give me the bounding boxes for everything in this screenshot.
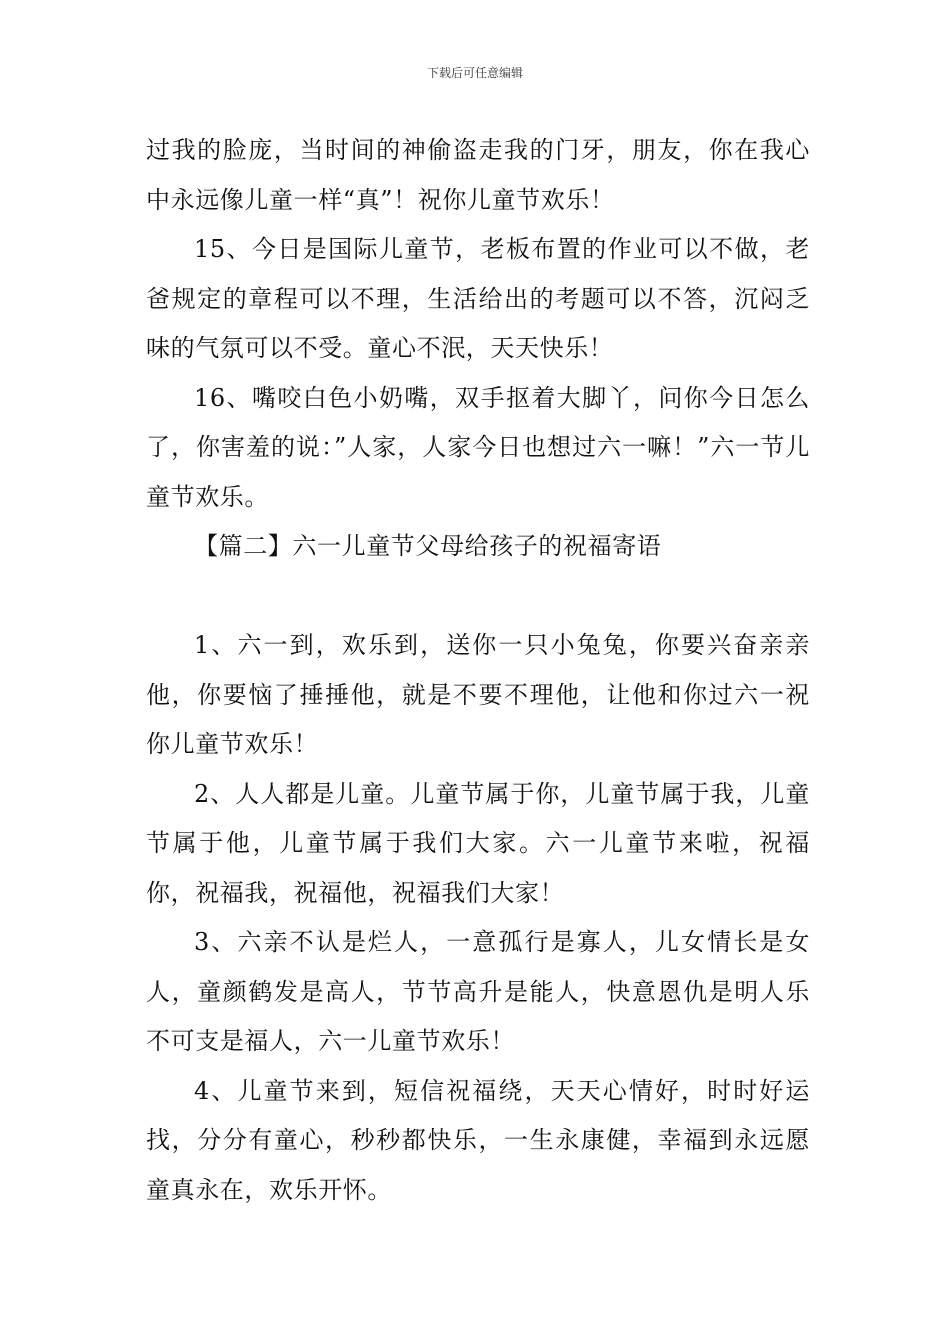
paragraph-16: 16、嘴咬白色小奶嘴，双手抠着大脚丫，问你今日怎么了，你害羞的说：”人家，人家今日也想过六一嘛！”六一节儿童节欢乐。: [146, 383, 810, 511]
section2-paragraph-1: 1、六一到，欢乐到，送你一只小兔兔，你要兴奋亲亲他，你要恼了捶捶他，就是不要不理他，让他和你过六一祝你儿童节欢乐！: [146, 631, 810, 758]
section2-paragraph-3: 3、六亲不认是烂人，一意孤行是寡人，儿女情长是女人，童颜鹤发是高人，节节高升是能人，快意恩仇是明人乐不可支是福人，六一儿童节欢乐！: [146, 928, 810, 1055]
page-header: 下载后可任意编辑: [426, 66, 523, 80]
section2-paragraph-4: 4、儿童节来到，短信祝福绕，天天心情好，时时好运找，分分有童心，秒秒都快乐，一生永康健，幸福到永远愿童真永在，欢乐开怀。: [146, 1076, 810, 1204]
paragraph-14-continued: 过我的脸庞，当时间的神偷盗走我的门牙，朋友，你在我心中永远像儿童一样“真”！祝你儿童节欢乐！: [146, 136, 810, 214]
section-title: 【篇二】六一儿童节父母给孩子的祝福寄语: [194, 532, 662, 560]
section2-paragraph-2: 2、人人都是儿童。儿童节属于你，儿童节属于我，儿童节属于他，儿童节属于我们大家。六一儿童节来啦，祝福你，祝福我，祝福他，祝福我们大家！: [146, 779, 810, 907]
document-body: [146, 126, 810, 1215]
paragraph-15: 15、今日是国际儿童节，老板布置的作业可以不做，老爸规定的章程可以不理，生活给出的考题可以不答，沉闷乏味的气氛可以不受。童心不泯，天天快乐！: [146, 235, 810, 362]
